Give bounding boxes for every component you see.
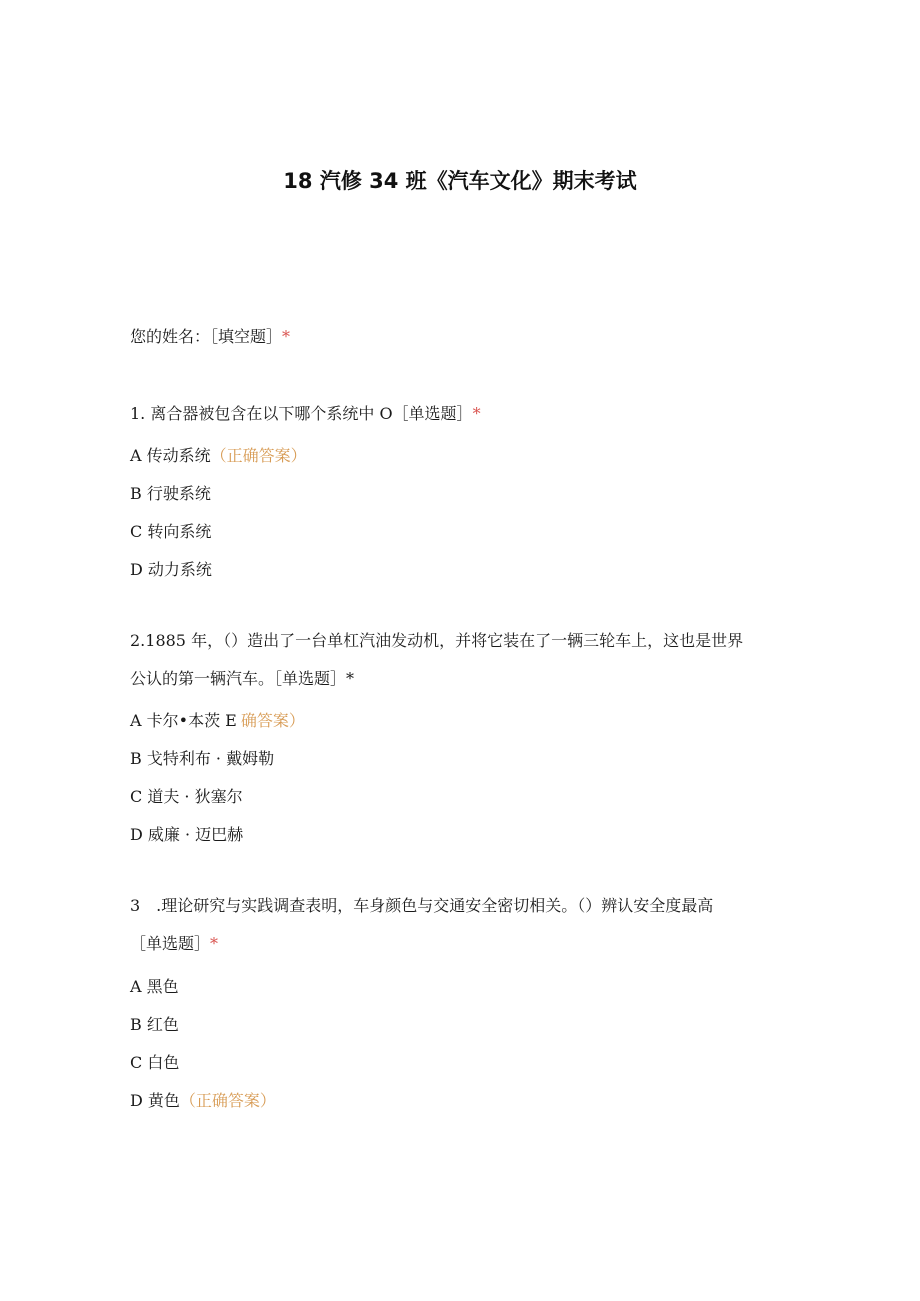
option-a[interactable] [130,976,179,998]
question-3 [130,895,713,917]
question-2-cont [130,668,354,690]
option-b[interactable] [130,483,211,505]
question-1 [130,403,481,425]
option-c[interactable] [130,786,243,808]
question-text: 您的姓名：［填空题］ [130,327,283,346]
question-text-line-1: 2.1885 年，（）造出了一台单杠汽油发动机，并将它装在了一辆三轮车上，这也是世界 [130,631,744,650]
question-text-line-2: 公认的第一辆汽车。［单选题］ [130,669,347,688]
correct-answer-tag: （正确答案） [210,446,307,465]
name-question [130,326,290,348]
page-title: 18 汽修 34 班《汽车文化》期末考试 [283,169,637,193]
question-2 [130,630,743,652]
question-3-cont [130,933,218,955]
option-a[interactable] [130,710,305,732]
required-star: * [472,404,481,423]
option-label: D 威廉 · 迈巴赫 [130,825,244,844]
option-label: C 转向系统 [130,522,212,541]
required-star: * [210,934,219,953]
option-label: A 传动系统 [130,446,211,465]
option-b[interactable] [130,1014,179,1036]
correct-answer-tag: 确答案） [240,711,305,730]
option-label: B 行驶系统 [130,484,211,503]
option-d[interactable] [130,1090,276,1112]
option-d[interactable] [130,824,243,846]
option-c[interactable] [130,521,211,543]
option-label: B 红色 [130,1015,179,1034]
option-a[interactable] [130,445,307,467]
option-c[interactable] [130,1052,179,1074]
option-label: B 戈特利布 · 戴姆勒 [130,749,275,768]
option-label: C 白色 [130,1053,180,1072]
option-label: D 动力系统 [130,560,212,579]
option-b[interactable] [130,748,274,770]
option-label: A 黑色 [130,977,179,996]
required-star: * [282,327,291,346]
question-text-line-1: 3 .理论研究与实践调查表明，车身颜色与交通安全密切相关。（）辨认安全度最高 [130,896,714,915]
option-label: C 道夫 · 狄塞尔 [130,787,243,806]
required-star: * [346,669,355,688]
option-label: D 黄色 [130,1091,180,1110]
question-text-line-2: ［单选题］ [130,934,211,953]
option-d[interactable] [130,559,212,581]
correct-answer-tag: （正确答案） [179,1091,276,1110]
option-label: A 卡尔•本茨 E [130,711,237,730]
question-text: 1. 离合器被包含在以下哪个系统中 O［单选题］ [130,404,473,423]
